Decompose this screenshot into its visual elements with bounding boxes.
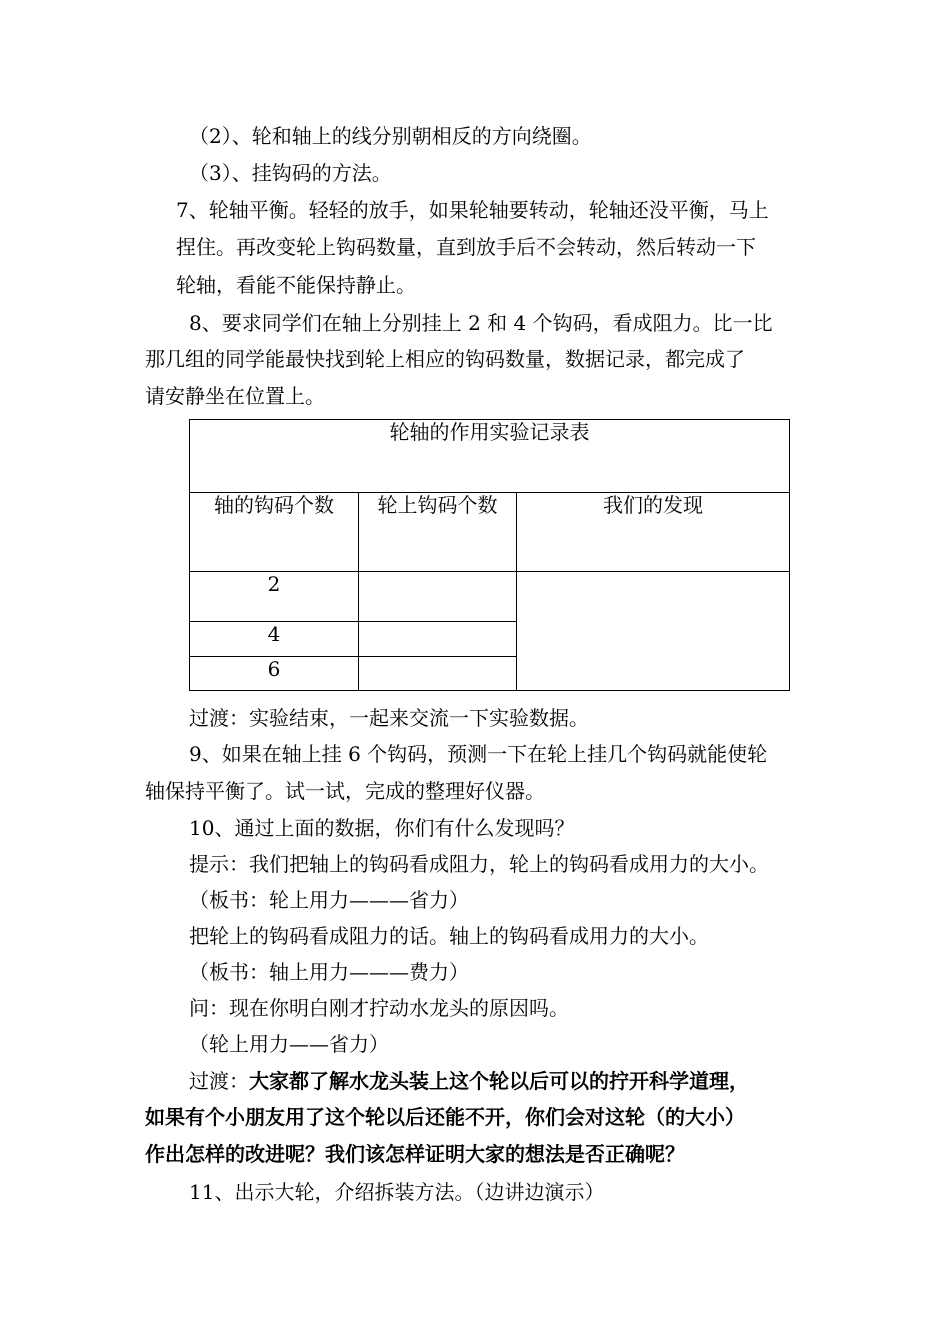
findings-cell — [517, 572, 790, 691]
paragraph-line: 8、要求同学们在轴上分别挂上 2 和 4 个钩码，看成阻力。比一比 — [189, 311, 773, 335]
axle-count-cell: 4 — [190, 622, 359, 657]
header-axle-count: 轴的钩码个数 — [190, 493, 359, 572]
axle-count-cell: 2 — [190, 572, 359, 622]
experiment-record-table — [189, 419, 790, 691]
paragraph-line: 那几组的同学能最快找到轮上相应的钩码数量，数据记录，都完成了 — [145, 347, 745, 371]
transition-paragraph-line: 如果有个小朋友用了这个轮以后还能不开，你们会对这轮（的大小） — [145, 1105, 745, 1129]
wheel-count-cell — [359, 622, 517, 657]
transition-paragraph-line — [189, 1069, 749, 1093]
paragraph-line: 捏住。再改变轮上钩码数量，直到放手后不会转动，然后转动一下 — [176, 235, 756, 259]
paragraph-line: 10、通过上面的数据，你们有什么发现吗？ — [189, 816, 575, 840]
paragraph-line: 11、出示大轮，介绍拆装方法。（边讲边演示） — [189, 1180, 605, 1204]
paragraph-line: 问：现在你明白刚才拧动水龙头的原因吗。 — [189, 996, 569, 1020]
board-note: （板书：轴上用力———费力） — [189, 960, 469, 984]
paragraph-line: 把轮上的钩码看成阻力的话。轴上的钩码看成用力的大小。 — [189, 924, 709, 948]
paragraph-line: 过渡：实验结束，一起来交流一下实验数据。 — [189, 706, 589, 730]
wheel-count-cell — [359, 572, 517, 622]
table-title: 轮轴的作用实验记录表 — [190, 420, 790, 493]
paragraph-line: （轮上用力——省力） — [189, 1032, 389, 1056]
wheel-count-cell — [359, 657, 517, 691]
paragraph-line: （2）、轮和轴上的线分别朝相反的方向绕圈。 — [189, 124, 592, 148]
transition-paragraph-line: 作出怎样的改进呢？我们该怎样证明大家的想法是否正确呢？ — [145, 1142, 685, 1166]
paragraph-line: 请安静坐在位置上。 — [145, 384, 325, 408]
header-wheel-count: 轮上钩码个数 — [359, 493, 517, 572]
board-note: （板书：轮上用力———省力） — [189, 888, 469, 912]
transition-bold-text: 大家都了解水龙头装上这个轮以后可以的拧开科学道理， — [249, 1069, 749, 1093]
paragraph-line: 轴保持平衡了。试一试，完成的整理好仪器。 — [145, 779, 545, 803]
paragraph-line: （3）、挂钩码的方法。 — [189, 161, 392, 185]
header-findings: 我们的发现 — [517, 493, 790, 572]
paragraph-line: 提示：我们把轴上的钩码看成阻力，轮上的钩码看成用力的大小。 — [189, 852, 769, 876]
paragraph-line: 9、如果在轴上挂 6 个钩码，预测一下在轮上挂几个钩码就能使轮 — [189, 742, 768, 766]
paragraph-line: 轮轴，看能不能保持静止。 — [176, 273, 416, 297]
table-row — [190, 572, 790, 622]
paragraph-line: 7、轮轴平衡。轻轻的放手，如果轮轴要转动，轮轴还没平衡，马上 — [176, 198, 769, 222]
transition-label: 过渡： — [189, 1069, 249, 1093]
axle-count-cell: 6 — [190, 657, 359, 691]
